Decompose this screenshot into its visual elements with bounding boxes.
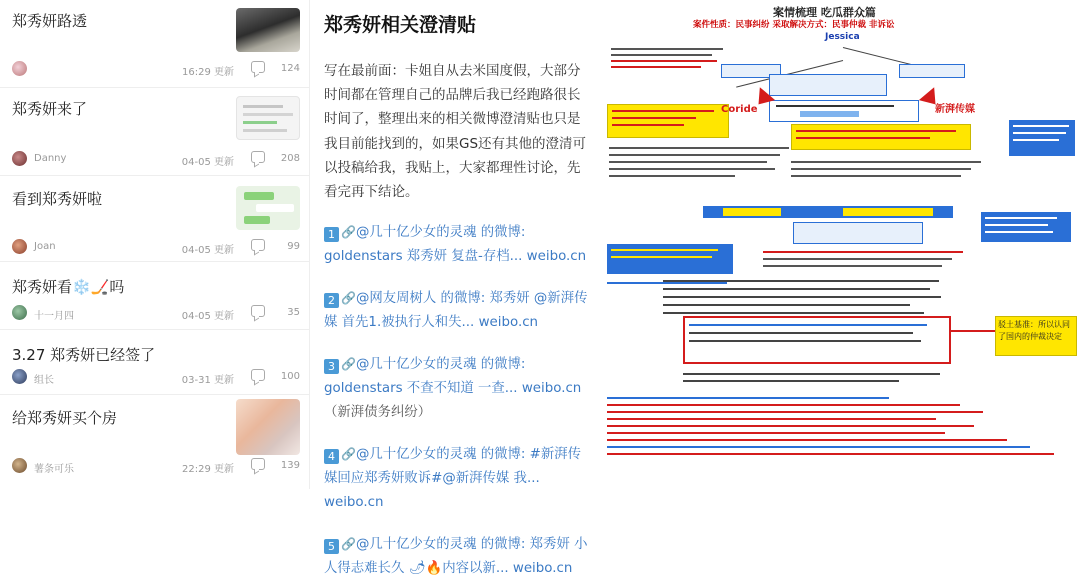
- item-thumbnail: [236, 8, 300, 52]
- link-text[interactable]: @网友周树人 的微博: 郑秀妍 @新湃传媒 首先1.被执行人和失... weibo.cn: [324, 291, 588, 331]
- item-author: 十一月四: [34, 311, 74, 322]
- avatar[interactable]: [12, 61, 27, 76]
- blue-box: [769, 100, 919, 122]
- link-icon: 🔗: [341, 225, 356, 240]
- item-thumbnail: [236, 96, 300, 140]
- number-badge: 2: [324, 293, 339, 308]
- weibo-link[interactable]: [324, 286, 592, 335]
- diagram-subtitle: 案件性质：民事纠纷 采取解决方式：民事仲裁 非诉讼: [693, 20, 895, 30]
- comment-icon: [251, 61, 265, 73]
- link-icon: 🔗: [341, 357, 356, 372]
- list-item[interactable]: [0, 176, 310, 262]
- number-badge: 4: [324, 449, 339, 464]
- article: [310, 0, 602, 577]
- number-badge: 5: [324, 539, 339, 554]
- comment-icon: [251, 369, 265, 381]
- list-item[interactable]: [0, 395, 310, 489]
- text-block: [609, 142, 789, 202]
- blue-box: [769, 74, 887, 96]
- comment-icon: [251, 305, 265, 317]
- item-meta: [0, 368, 310, 386]
- comment-count: 100: [280, 371, 300, 382]
- item-meta: [0, 150, 310, 168]
- list-item[interactable]: [0, 0, 310, 88]
- feed-list: [0, 0, 310, 489]
- xinpai-label: 新湃传媒: [935, 104, 975, 115]
- highlight-box: [683, 316, 951, 364]
- timeline-tag: [723, 208, 781, 216]
- item-author: Danny: [34, 153, 67, 164]
- list-item[interactable]: [0, 88, 310, 176]
- item-author: Joan: [34, 241, 56, 252]
- comment-count: 99: [287, 241, 300, 252]
- article-intro: 写在最前面：卡姐自从去米国度假，大部分时间都在管理自己的品牌后我已经跑路很长时间了，整理出来的相关微博澄清贴也只是我目前能找到的，如果GS还有其他的澄清可以投稿给我，我贴上，大家都理性讨论，先看完再下结论。: [324, 63, 587, 201]
- link-text[interactable]: @几十亿少女的灵魂 的微博: goldenstars 不查不知道 一查... weibo.cn: [324, 357, 582, 397]
- item-meta: [0, 457, 310, 475]
- blue-note: [1009, 120, 1075, 156]
- center-node: Jessica: [825, 32, 860, 42]
- item-time: 04-05 更新: [181, 245, 234, 256]
- number-badge: 3: [324, 359, 339, 374]
- weibo-link[interactable]: [324, 220, 592, 269]
- item-title: 3.27 郑秀妍已经签了: [12, 346, 156, 364]
- comment-icon: [251, 458, 265, 470]
- item-title: 郑秀妍来了: [12, 100, 88, 118]
- avatar[interactable]: [12, 239, 27, 254]
- link-icon: 🔗: [341, 291, 356, 306]
- comment-count: 208: [280, 153, 300, 164]
- blue-box: [793, 222, 923, 244]
- timeline-tag: [843, 208, 933, 216]
- yellow-callout: [791, 124, 971, 150]
- item-title: 郑秀妍路透: [12, 12, 88, 30]
- link-text[interactable]: @几十亿少女的灵魂 的微博: #新湃传媒回应郑秀妍败诉#@新湃传媒 我... weibo.cn: [324, 447, 582, 511]
- weibo-link[interactable]: [324, 532, 592, 581]
- link-icon: 🔗: [341, 537, 356, 552]
- item-title: 看到郑秀妍啦: [12, 190, 103, 208]
- item-meta: [0, 60, 310, 78]
- text-block: [607, 392, 1077, 487]
- item-time: 03-31 更新: [181, 375, 234, 386]
- case-diagram-image[interactable]: [603, 0, 1080, 489]
- item-meta: [0, 238, 310, 256]
- comment-count: 124: [280, 63, 300, 74]
- page-title: 郑秀妍相关澄清贴: [324, 14, 477, 36]
- link-text[interactable]: @几十亿少女的灵魂 的微博: goldenstars 郑秀妍 复盘-存档... weibo.cn: [324, 225, 587, 265]
- link-icon: 🔗: [341, 447, 356, 462]
- text-block: [683, 368, 953, 388]
- weibo-link[interactable]: [324, 352, 592, 425]
- coride-label: Coride: [721, 104, 758, 115]
- item-author: 薯条可乐: [34, 464, 74, 475]
- item-time: 16:29 更新: [182, 67, 234, 78]
- yellow-callout: [607, 104, 729, 138]
- text-block: [791, 156, 991, 196]
- item-time: 04-05 更新: [181, 157, 234, 168]
- item-time: 22:29 更新: [182, 464, 234, 475]
- avatar[interactable]: [12, 151, 27, 166]
- item-author: 组长: [34, 375, 54, 386]
- item-time: 04-05 更新: [181, 311, 234, 322]
- item-thumbnail: [236, 399, 300, 455]
- comment-icon: [251, 151, 265, 163]
- number-badge: 1: [324, 227, 339, 242]
- list-item[interactable]: [0, 262, 310, 330]
- comment-count: 139: [280, 460, 300, 471]
- diagram-title: 案情梳理 吃瓜群众篇: [773, 6, 876, 19]
- comment-icon: [251, 239, 265, 251]
- right-note: 驳土基准：所以认同了国内的仲裁决定: [998, 320, 1070, 341]
- avatar[interactable]: [12, 369, 27, 384]
- list-item[interactable]: [0, 330, 310, 395]
- item-thumbnail: [236, 186, 300, 230]
- avatar[interactable]: [12, 458, 27, 473]
- link-note: （新湃债务纠纷）: [324, 405, 432, 421]
- blue-note: [981, 212, 1071, 242]
- item-title: 给郑秀妍买个房: [12, 409, 118, 427]
- blue-box: [899, 64, 965, 78]
- text-block: [611, 44, 723, 90]
- item-title: 郑秀妍看❄️🏒吗: [12, 278, 125, 296]
- link-text[interactable]: @几十亿少女的灵魂 的微博: 郑秀妍 小人得志难长久 🌶🔥内容以新... weibo.cn: [324, 537, 588, 577]
- item-meta: [0, 304, 310, 322]
- yellow-callout: [995, 316, 1077, 356]
- weibo-link[interactable]: [324, 442, 592, 515]
- avatar[interactable]: [12, 305, 27, 320]
- comment-count: 35: [287, 307, 300, 318]
- blue-note: [607, 244, 733, 274]
